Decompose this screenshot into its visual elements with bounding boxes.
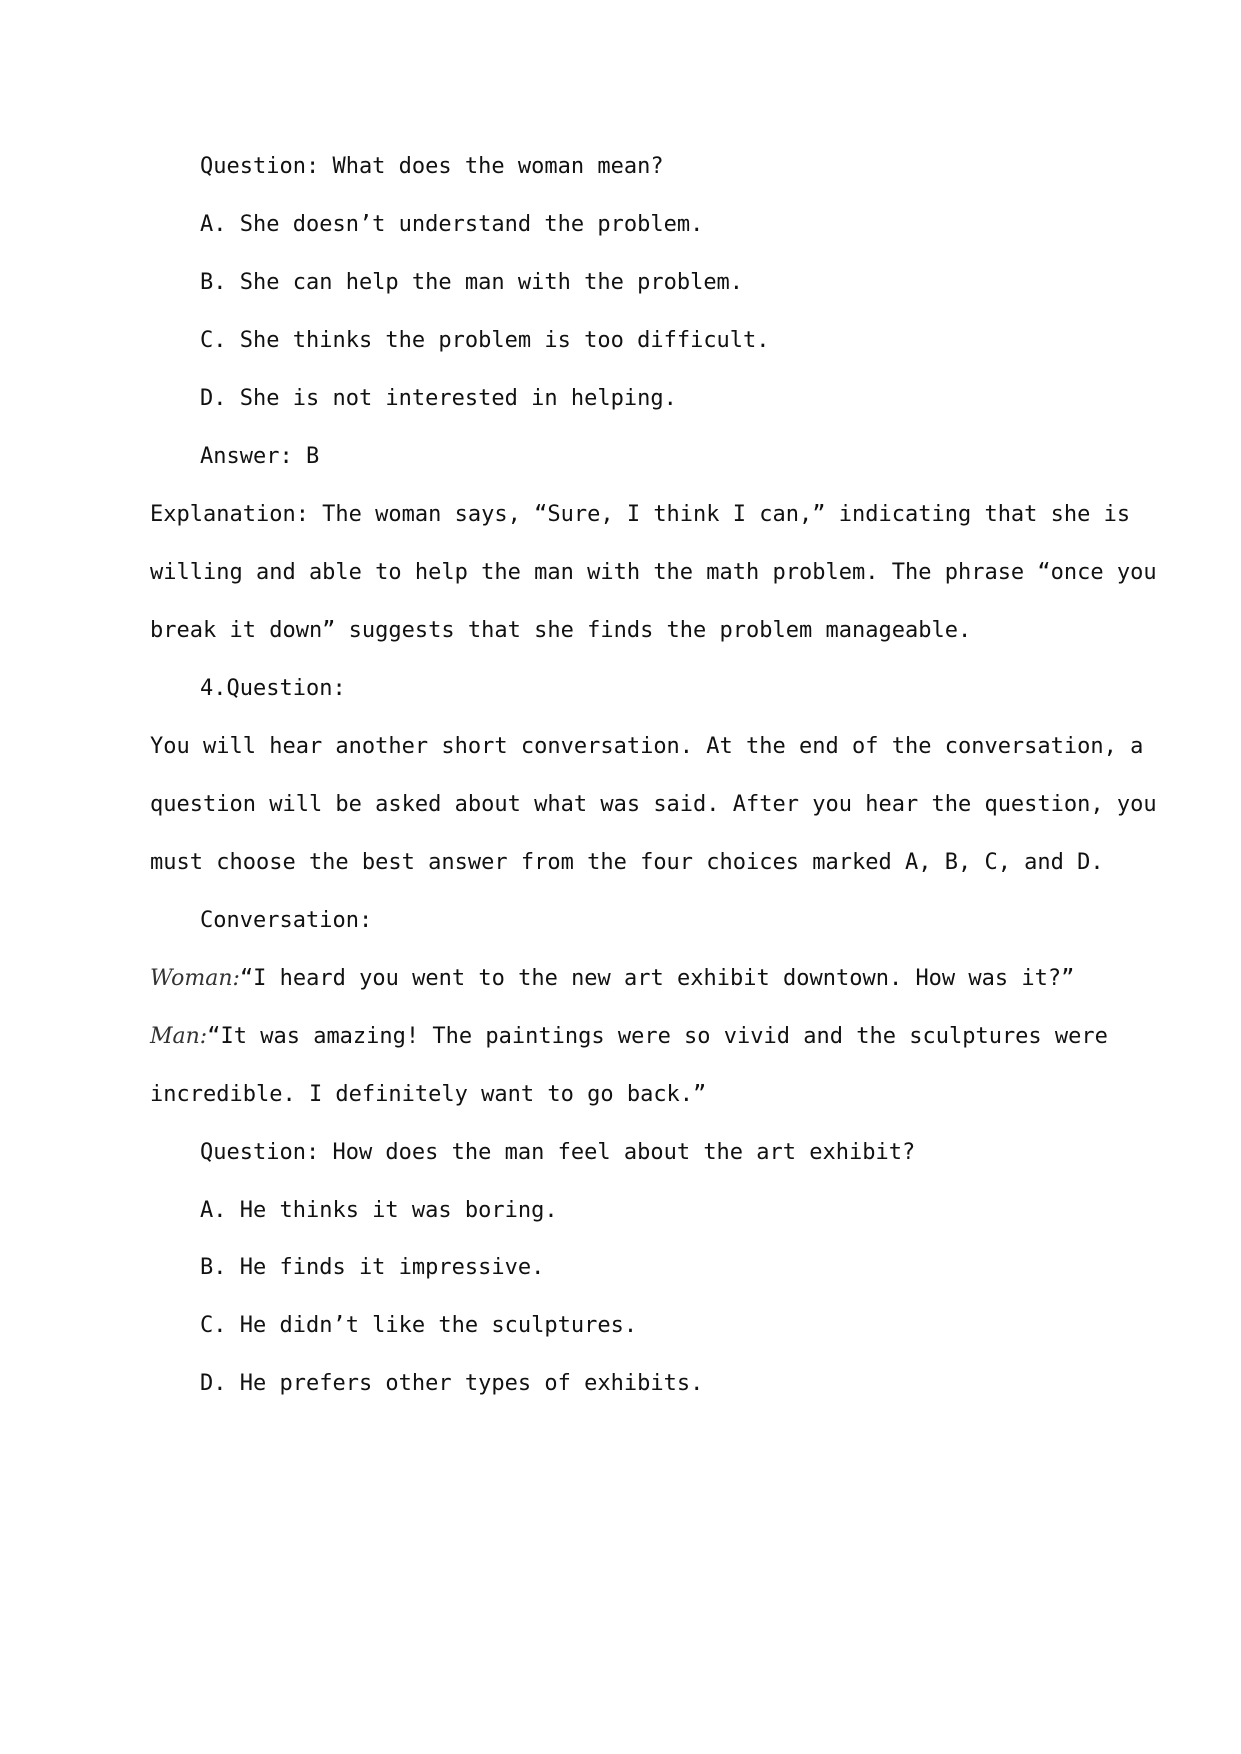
woman-line: [150, 959, 1100, 999]
man-dialogue-continued: incredible. I definitely want to go back.”: [150, 1082, 707, 1107]
option-d-2: D. He prefers other types of exhibits.: [200, 1371, 704, 1396]
woman-dialogue: “I heard you went to the new art exhibit downtown. How was it?”: [239, 966, 1075, 991]
question-heading: 4.Question:: [200, 676, 346, 701]
option-b-2: B. He finds it impressive.: [200, 1255, 545, 1280]
option-c-2: C. He didn’t like the sculptures.: [200, 1313, 638, 1338]
conversation-label: Conversation:: [200, 908, 373, 933]
woman-speaker-label: Woman:: [150, 966, 240, 991]
explanation-line-2: willing and able to help the man with the math problem. The phrase “once you: [150, 560, 1157, 585]
option-a-2: A. He thinks it was boring.: [200, 1198, 558, 1223]
question-text-2: Question: How does the man feel about the art exhibit?: [200, 1140, 916, 1165]
explanation-line-1: Explanation: The woman says, “Sure, I think I can,” indicating that she is: [150, 502, 1131, 527]
instructions-line-1: You will hear another short conversation. At the end of the conversation, a: [150, 734, 1144, 759]
explanation-line-3: break it down” suggests that she finds the problem manageable.: [150, 618, 972, 643]
man-line: [150, 1017, 1108, 1057]
instructions-line-3: must choose the best answer from the four choices marked A, B, C, and D.: [150, 850, 1104, 875]
instructions-line-2: question will be asked about what was said. After you hear the question, you: [150, 792, 1157, 817]
option-c: C. She thinks the problem is too difficult.: [200, 328, 770, 353]
question-text: Question: What does the woman mean?: [200, 154, 664, 179]
option-d: D. She is not interested in helping.: [200, 386, 677, 411]
man-speaker-label: Man:: [150, 1024, 208, 1049]
option-b: B. She can help the man with the problem.: [200, 270, 744, 295]
man-dialogue: “It was amazing! The paintings were so vivid and the sculptures were: [207, 1024, 1108, 1049]
option-a: A. She doesn’t understand the problem.: [200, 212, 704, 237]
answer-text: Answer: B: [200, 444, 320, 469]
